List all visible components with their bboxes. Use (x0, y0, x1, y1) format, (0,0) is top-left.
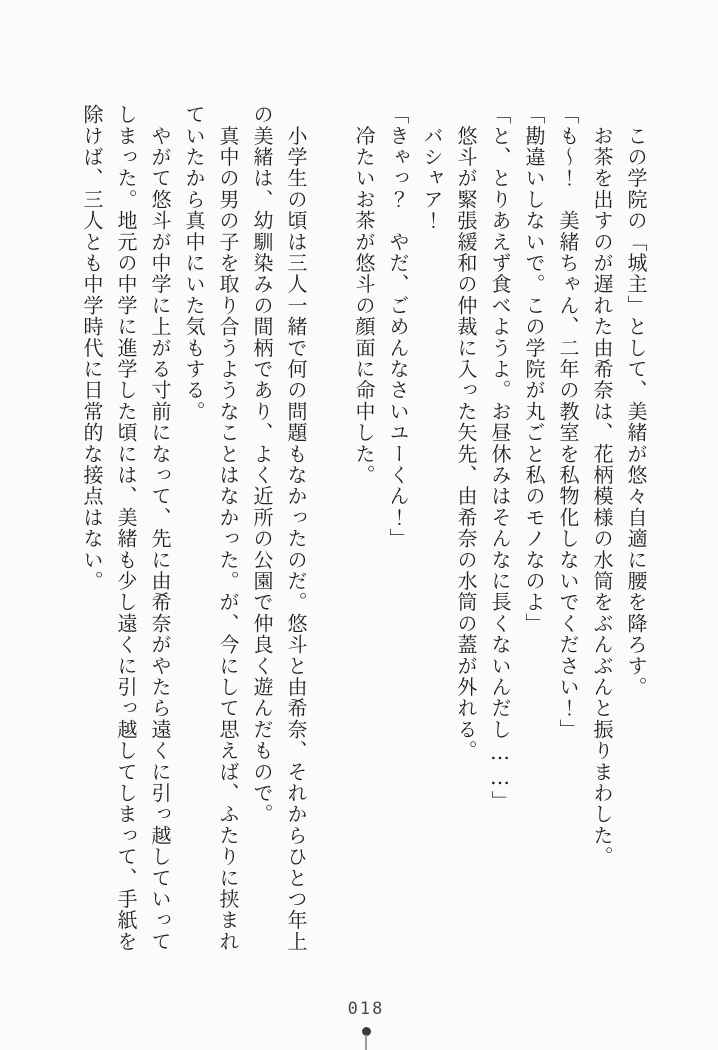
page-number: 018 (347, 999, 385, 1019)
text-column: 悠斗が緊張緩和の仲裁に入った矢先、由希奈の水筒の蓋が外れる。 (454, 104, 478, 762)
text-column: ていたから真中にいた気もする。 (182, 104, 206, 422)
text-column: 冷たいお茶が悠斗の顔面に命中した。 (352, 104, 376, 486)
text-column: しまった。地元の中学に進学した頃には、美緒も少し遠くに引っ越してしまって、手紙を (114, 104, 138, 952)
text-column: この学院の「城主」として、美緒が悠々自適に腰を降ろす。 (624, 104, 648, 698)
text-column: やがて悠斗が中学に上がる寸前になって、先に由希奈がやたら遠くに引っ越していって (148, 104, 172, 952)
text-column: 真中の男の子を取り合うようなことはなかった。が、今にして思えば、ふたりに挟まれ (216, 104, 240, 952)
text-column: 小学生の頃は三人一緒で何の問題もなかったのだ。悠斗と由希奈、それからひとつ年上 (284, 104, 308, 952)
text-column: お茶を出すのが遅れた由希奈は、花柄模様の水筒をぶんぶんと振りまわした。 (590, 104, 614, 868)
page-text (75, 104, 653, 974)
text-column: 「と、とりあえず食べようよ。お昼休みはそんなに長くないんだし……」 (488, 104, 512, 812)
text-column: 「勘違いしないで。この学院が丸ごと私のモノなのよ」 (522, 104, 546, 634)
text-column: の美緒は、幼馴染みの間柄であり、よく近所の公園で仲良く遊んだもので。 (250, 104, 274, 825)
text-column: バシャア！ (420, 104, 444, 232)
text-column: 「も〜！ 美緒ちゃん、二年の教室を私物化しないでください！」 (556, 104, 580, 740)
text-column: 「きゃっ？ やだ、ごめんなさいユーくん！」 (386, 104, 410, 550)
text-column: 除けば、三人とも中学時代に日常的な接点はない。 (80, 104, 104, 592)
page-center-marker-line (365, 1035, 367, 1050)
blank-column (313, 104, 347, 974)
